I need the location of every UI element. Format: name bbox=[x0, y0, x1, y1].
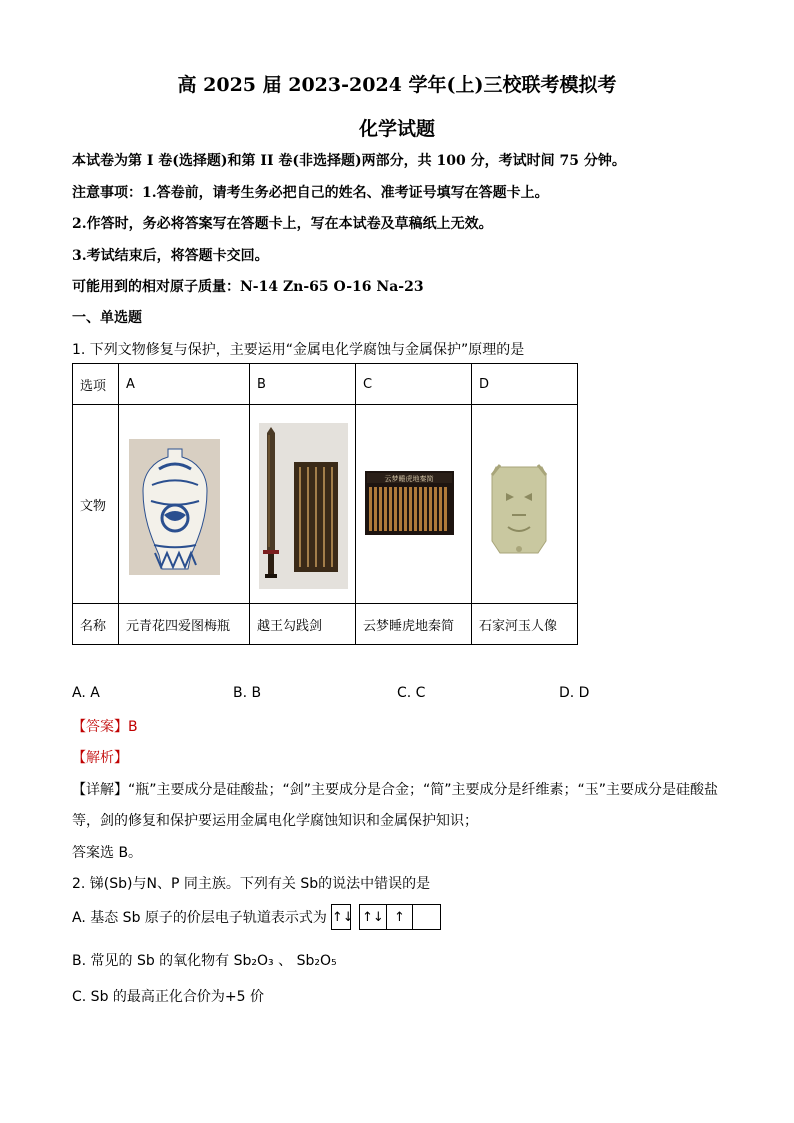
intro-line-1: 本试卷为第 I 卷(选择题)和第 II 卷(非选择题)两部分，共 100 分，考试时间 75 分钟。 bbox=[72, 153, 626, 169]
formula-separator: 、 bbox=[278, 953, 293, 969]
q1-choice-c: C. C bbox=[397, 685, 426, 701]
artifact-name-d: 石家河玉人像 bbox=[472, 604, 578, 645]
q2-option-b bbox=[72, 950, 337, 970]
porcelain-vase-icon bbox=[119, 405, 249, 603]
intro-line-3: 2.作答时，务必将答案写在答题卡上，写在本试卷及草稿纸上无效。 bbox=[72, 216, 493, 232]
page-title: 高 2025 届 2023-2024 学年(上)三校联考模拟考 bbox=[177, 74, 617, 96]
formula-sb2o5: Sb₂O₅ bbox=[296, 953, 337, 969]
option-a-label: A bbox=[119, 364, 250, 405]
artifact-name-a: 元青花四爱图梅瓶 bbox=[119, 604, 250, 645]
q2-option-b-text: B. 常见的 Sb 的氧化物有 bbox=[72, 953, 230, 969]
p-orbital-box-3 bbox=[413, 904, 441, 930]
q1-choice-d: D. D bbox=[559, 685, 590, 701]
p-orbital-box-1: ↑↓ bbox=[359, 904, 387, 930]
q1-analysis-label: 【解析】 bbox=[72, 750, 128, 766]
option-b-label: B bbox=[250, 364, 356, 405]
q2-option-c: C. Sb 的最高正化合价为+5 价 bbox=[72, 989, 264, 1005]
section-heading: 一、单选题 bbox=[72, 310, 142, 326]
p-orbital-box-2: ↑ bbox=[387, 904, 413, 930]
q1-detail-line-1: 【详解】“瓶”主要成分是硅酸盐；“剑”主要成分是合金；“简”主要成分是纤维素；“玉”主要成分是硅酸盐 bbox=[72, 782, 719, 798]
option-d-label: D bbox=[472, 364, 578, 405]
q2-option-a bbox=[72, 901, 441, 933]
q1-detail-line-2: 等，剑的修复和保护要运用金属电化学腐蚀知识和金属保护知识； bbox=[72, 813, 478, 829]
intro-line-4: 3.考试结束后，将答题卡交回。 bbox=[72, 248, 269, 264]
q2-option-a-text: A. 基态 Sb 原子的价层电子轨道表示式为 bbox=[72, 910, 327, 926]
intro-line-2: 注意事项：1.答卷前，请考生务必把自己的姓名、准考证号填写在答题卡上。 bbox=[72, 185, 549, 201]
q1-choice-a: A. A bbox=[72, 685, 100, 701]
bronze-sword-icon bbox=[250, 405, 355, 603]
q1-conclusion: 答案选 B。 bbox=[72, 845, 143, 861]
q1-choice-b: B. B bbox=[233, 685, 262, 701]
bamboo-slips-icon bbox=[356, 405, 471, 603]
artifact-name-c: 云梦睡虎地秦简 bbox=[356, 604, 472, 645]
formula-sb2o3: Sb₂O₃ bbox=[233, 953, 274, 969]
row-header-option: 选项 bbox=[73, 364, 119, 405]
artifact-name-b: 越王勾践剑 bbox=[250, 604, 356, 645]
q1-answer: 【答案】B bbox=[72, 719, 138, 735]
intro-line-5: 可能用到的相对原子质量：N-14 Zn-65 O-16 Na-23 bbox=[72, 279, 424, 295]
slip-caption: 云梦睡虎地秦简 bbox=[384, 475, 434, 483]
s-orbital-diagram bbox=[331, 904, 354, 930]
q2-stem: 2. 锑(Sb)与N、P 同主族。下列有关 Sb的说法中错误的是 bbox=[72, 876, 431, 892]
p-orbital-diagram bbox=[359, 904, 441, 930]
option-c-label: C bbox=[356, 364, 472, 405]
page-subtitle: 化学试题 bbox=[358, 118, 435, 140]
s-orbital-box: ↑↓ bbox=[331, 904, 351, 930]
q1-artifact-table bbox=[72, 363, 578, 645]
q1-stem: 1. 下列文物修复与保护，主要运用“金属电化学腐蚀与金属保护”原理的是 bbox=[72, 342, 525, 358]
row-header-name: 名称 bbox=[73, 604, 119, 645]
jade-figure-icon bbox=[472, 405, 577, 603]
row-header-artifact: 文物 bbox=[73, 405, 119, 604]
